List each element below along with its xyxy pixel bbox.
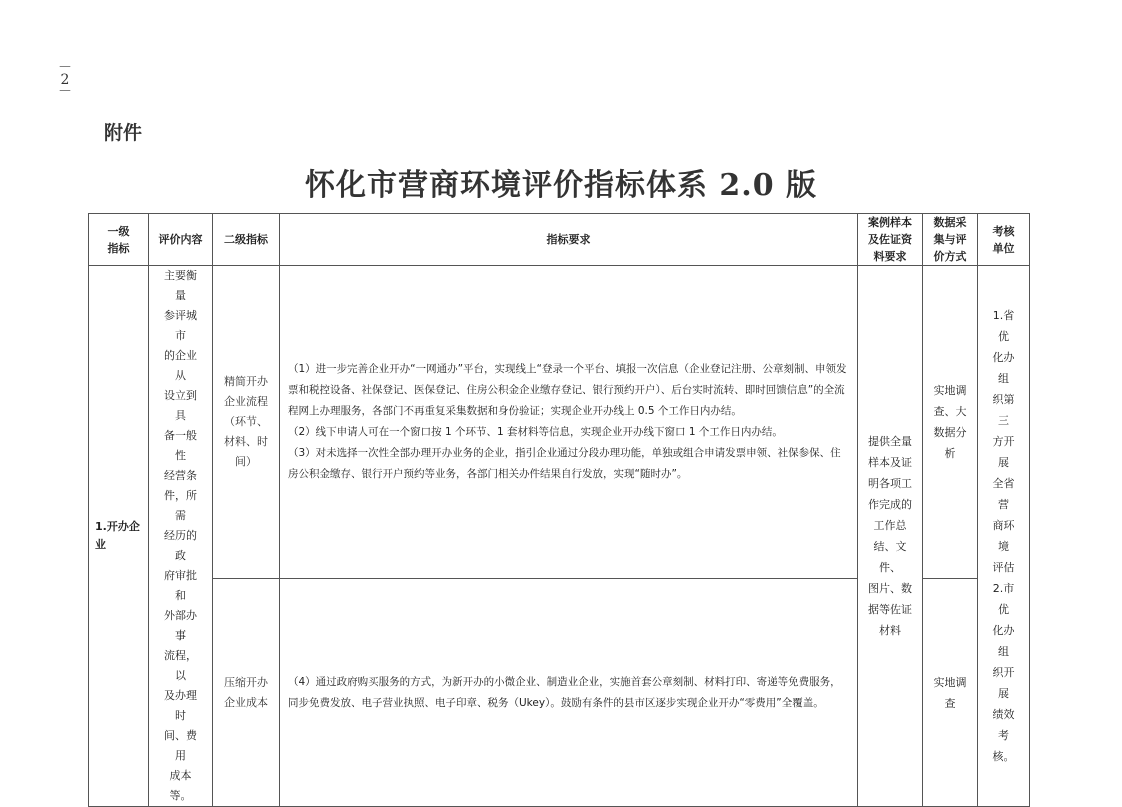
document-title: 怀化市营商环境评价指标体系 2.0 版 bbox=[304, 168, 818, 203]
samples-cell: 提供全量 样本及证 明各项工 作完成的 工作总 结、文件、 图片、数 据等佐证 材料 bbox=[858, 266, 923, 807]
requirement-item: （3）对未选择一次性全部办理开办业务的企业，指引企业通过分段办理功能，单独或组合申请发票申领、社保参保、住房公积金缴存、银行开户预约等业务，各部门相关办件结果自行发放，实现“随时办”。 bbox=[288, 447, 841, 481]
header-level2: 二级指标 bbox=[213, 214, 280, 266]
requirement-item: （2）线下申请人可在一个窗口按 1 个环节、1 套材料等信息，实现企业开办线下窗口 1 个工作日内办结。 bbox=[288, 426, 783, 439]
requirements-cell bbox=[280, 266, 858, 579]
header-method: 数据采 集与评 价方式 bbox=[923, 214, 978, 266]
table-header-row bbox=[89, 214, 1030, 266]
requirement-item: （1）进一步完善企业开办“一网通办”平台，实现线上“登录一个平台、填报一次信息（企业登记注册、公章刻制、申领发票和税控设备、社保登记、医保登记、住房公积金企业缴存登记、银行预约开户）、后台实时流转、即时回馈信息”的全流程网上办理服务，各部门不再重复采集数据和身份验证；实现企业开办线上 0.5 个工作日内办结。 bbox=[288, 363, 847, 418]
level2-cell: 精简开办 企业流程 （环节、 材料、时 间） bbox=[213, 266, 280, 579]
table-row bbox=[89, 266, 1030, 579]
requirements-cell bbox=[280, 579, 858, 807]
header-requirements: 指标要求 bbox=[280, 214, 858, 266]
page-number: －2－ bbox=[58, 60, 72, 100]
header-level1: 一级 指标 bbox=[89, 214, 149, 266]
header-samples: 案例样本 及佐证资 料要求 bbox=[858, 214, 923, 266]
method-cell: 实地调 查、大 数据分 析 bbox=[923, 266, 978, 579]
header-unit: 考核 单位 bbox=[978, 214, 1030, 266]
requirement-item: （4）通过政府购买服务的方式，为新开办的小微企业、制造业企业，实施首套公章刻制、材料打印、寄递等免费服务，同步免费发放、电子营业执照、电子印章、税务（Ukey）。鼓励有条件的县市区逐步实现企业开办“零费用”全覆盖。 bbox=[288, 675, 841, 709]
method-cell: 实地调 查 bbox=[923, 579, 978, 807]
attachment-label: 附件 bbox=[104, 122, 143, 144]
eval-content-cell: 主要衡量 参评城市 的企业从 设立到具 备一般性 经营条 件，所需 经历的政 府审批和 外部办事 流程，以 及办理时 间、费用 成本等。 bbox=[149, 266, 213, 807]
unit-cell: 1.省优 化办组 织第三 方开展 全省营 商环境 评估 2.市优 化办组 织开展 绩效考 核。 bbox=[978, 266, 1030, 807]
level2-cell: 压缩开办 企业成本 bbox=[213, 579, 280, 807]
level1-cell: 1.开办企 业 bbox=[89, 266, 149, 807]
header-eval-content: 评价内容 bbox=[149, 214, 213, 266]
indicator-table bbox=[88, 213, 1030, 807]
